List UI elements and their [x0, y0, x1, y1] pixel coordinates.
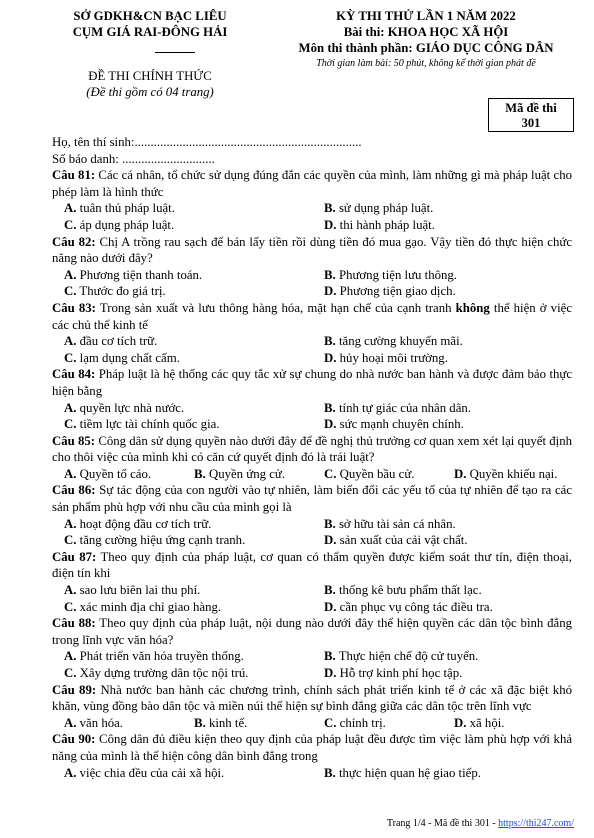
question-number: Câu 86:	[52, 483, 96, 498]
official-exam-label: ĐỀ THI CHÍNH THỨC	[88, 69, 212, 83]
option: D. xã hội.	[454, 715, 505, 730]
department-name: SỞ GDKH&CN BẠC LIÊU	[73, 9, 227, 23]
option: A. hoạt động đầu cơ tích trữ.	[64, 516, 212, 531]
footer-link[interactable]: https://thi247.com/	[498, 818, 574, 829]
option: A. việc chia đều của cải xã hội.	[64, 765, 225, 780]
option: A. quyền lực nhà nước.	[64, 400, 185, 415]
question-number: Câu 82:	[52, 234, 96, 249]
question-text: Theo quy định của pháp luật, nội dung nào dưới đây thể hiện quyền các dân tộc bình đẳng trong lĩnh vực văn hóa?	[52, 616, 573, 647]
question-text: Công dân sử dụng quyền nào dưới đây để đề nghị thủ trưởng cơ quan xem xét lại quyết định cho thôi việc của mình khi có căn cứ quyết định đó là trái luật?	[52, 433, 572, 465]
option: A. tuân thủ pháp luật.	[64, 201, 175, 216]
option: B. sở hữu tài sản cá nhân.	[324, 516, 456, 531]
page-footer	[387, 818, 574, 830]
question	[52, 167, 572, 233]
question	[52, 549, 572, 615]
question-number: Câu 81:	[52, 168, 96, 183]
option: A. Phát triển văn hóa truyền thống.	[64, 649, 244, 664]
question	[52, 615, 572, 681]
option: C. Thước đo giá trị.	[64, 284, 166, 299]
option: A. Quyền tố cáo.	[64, 466, 152, 481]
question-number: Câu 83:	[52, 300, 96, 315]
question	[52, 366, 572, 432]
option: B. thống kê bưu phẩm thất lạc.	[324, 583, 482, 598]
option: A. Phương tiện thanh toán.	[64, 267, 203, 282]
option: B. tăng cường khuyến mãi.	[324, 334, 463, 349]
option: D. thi hành pháp luật.	[324, 217, 435, 232]
option: D. sản xuất của cải vật chất.	[324, 533, 468, 548]
question-number: Câu 84:	[52, 367, 96, 382]
question-text-emphasis: không	[455, 300, 490, 315]
option: A. đầu cơ tích trữ.	[64, 334, 158, 349]
question	[52, 433, 572, 483]
option: C. Xây dựng trường dân tộc nội trú.	[64, 666, 249, 680]
question-text: Sự tác động của con người vào tự nhiên, làm biến đổi các yếu tố của tự nhiên để tạo ra các sản phẩm phù hợp với nhu cầu của mình gọi là	[52, 483, 572, 515]
exam-code-box	[488, 98, 574, 132]
exam-code-label: Mã đề thi	[505, 101, 557, 115]
question-text: Pháp luật là hệ thống các quy tắc xử sự chung do nhà nước ban hành và được đảm bảo thực hiện bằng	[52, 367, 573, 398]
page-count-note: (Đề thi gồm có 04 trang)	[86, 85, 214, 99]
exam-title: KỲ THI THỬ LẦN 1 NĂM 2022	[336, 9, 516, 23]
option: B. thực hiện quan hệ giao tiếp.	[324, 765, 481, 780]
student-name-line: Họ, tên thí sinh:.......................................................................	[52, 135, 362, 149]
option: D. Hỗ trợ kinh phí học tập.	[324, 666, 463, 680]
option: D. cần phục vụ công tác điều tra.	[324, 599, 493, 614]
option: A. sao lưu biên lai thu phí.	[64, 583, 201, 598]
question-text: Công dân đủ điều kiện theo quy định của pháp luật đều được tìm việc làm phù hợp với khả năng của mình là thể hiện công dân bình đẳng trong	[52, 732, 573, 763]
question	[52, 482, 572, 548]
question-number: Câu 87:	[52, 549, 97, 564]
option: C. tiềm lực tài chính quốc gia.	[64, 417, 220, 432]
option: D. hủy hoại môi trường.	[324, 350, 448, 365]
question-number: Câu 85:	[52, 433, 96, 448]
question-text-after: thể hiện ở việc các chủ thể kinh tế	[52, 300, 572, 332]
exam-code-value: 301	[521, 116, 541, 130]
exam-duration: Thời gian làm bài: 50 phút, không kể thời gian phát đề	[316, 58, 536, 69]
option: D. Quyền khiếu nại.	[454, 466, 558, 481]
question-text: Chị A trồng rau sạch để bán lấy tiền rồi dùng tiền đó mua gạo. Vậy tiền đó thực hiện chức năng nào dưới đây?	[52, 234, 573, 266]
option: B. Quyền ứng cử.	[194, 466, 286, 481]
option: C. áp dụng pháp luật.	[64, 217, 175, 232]
question-number: Câu 89:	[52, 682, 97, 697]
question-number: Câu 88:	[52, 616, 96, 631]
option: C. Quyền bầu cử.	[324, 466, 415, 481]
question-text: Các cá nhân, tổ chức sử dụng đúng đắn các quyền của mình, làm những gì mà pháp luật cho phép làm là hình thức	[52, 168, 572, 199]
question	[52, 682, 572, 732]
option: C. lạm dụng chất cấm.	[64, 350, 180, 365]
option: B. kinh tế.	[194, 715, 248, 730]
question-text: Nhà nước ban hành các chương trình, chính sách phát triển kinh tế ở các xã đặc biệt khó khăn, vùng đồng bào dân tộc và miền núi thể hiện sự bình đẳng giữa các dân tộc trên lĩnh vực	[52, 682, 572, 714]
option: A. văn hóa.	[64, 715, 124, 730]
exam-subject: Bài thi: KHOA HỌC XÃ HỘI	[343, 25, 509, 39]
question	[52, 731, 572, 781]
question	[52, 234, 572, 300]
option: B. tính tự giác của nhân dân.	[324, 400, 471, 415]
question-text: Theo quy định của pháp luật, cơ quan có thẩm quyền được kiểm soát thư tín, điện thoại, điện tín khi	[52, 549, 573, 581]
header-divider	[155, 52, 195, 53]
question-text-before: Trong sản xuất và lưu thông hàng hóa, mặt hạn chế của cạnh tranh	[99, 300, 456, 315]
footer-text: Trang 1/4 - Mã đề thi 301 -	[386, 818, 499, 829]
option: B. sử dụng pháp luật.	[324, 201, 434, 216]
option: D. Phương tiện giao dịch.	[324, 284, 456, 299]
option: B. Phương tiện lưu thông.	[324, 267, 457, 282]
cluster-name: CỤM GIÁ RAI-ĐÔNG HẢI	[72, 25, 228, 39]
exam-content	[52, 134, 572, 781]
question-number: Câu 90:	[52, 732, 96, 747]
option: C. xác minh địa chỉ giao hàng.	[64, 599, 222, 614]
question	[52, 300, 572, 366]
option: C. tăng cường hiệu ứng cạnh tranh.	[64, 533, 246, 548]
option: B. Thực hiện chế độ cử tuyển.	[324, 649, 479, 664]
exam-component: Môn thi thành phần: GIÁO DỤC CÔNG DÂN	[298, 41, 554, 55]
option: D. sức mạnh chuyên chính.	[324, 417, 464, 432]
option: C. chính trị.	[324, 715, 386, 730]
student-id-line: Số báo danh: .............................	[52, 151, 215, 166]
